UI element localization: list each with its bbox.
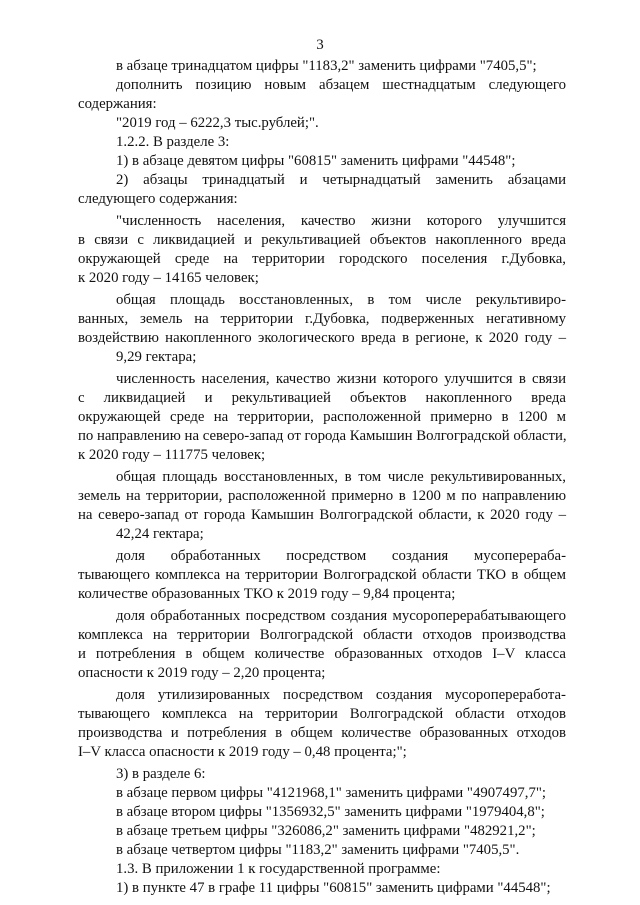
text-line: содержания: xyxy=(78,96,157,112)
text-line: в абзаце тринадцатом цифры "1183,2" заменить цифрами "7405,5"; xyxy=(116,58,537,74)
text-line: к 2020 году – 14165 человек; xyxy=(78,270,259,286)
text-line: количестве образованных ТКО к 2019 году – 9,84 процента; xyxy=(78,586,456,602)
text-line: доля обработанных посредством создания мусороперерабатывающего xyxy=(116,608,566,624)
text-line: в абзаце четвертом цифры "1183,2" заменить цифрами "7405,5". xyxy=(116,842,520,858)
text-line: тывающего комплекса на территории Волгоградской области ТКО в общем xyxy=(78,567,566,583)
document-body xyxy=(78,57,566,898)
text-line: 2) абзацы тринадцатый и четырнадцатый заменить абзацами xyxy=(116,172,566,188)
text-line: окружающей среде на территории городского поселения г.Дубовка, xyxy=(78,251,566,267)
text-line: опасности к 2019 году – 2,20 процента; xyxy=(78,665,326,681)
text-line: численность населения, качество жизни которого улучшится в связи xyxy=(116,371,566,387)
text-line: доля утилизированных посредством создания мусоропереработа- xyxy=(116,687,566,703)
text-line: следующего содержания: xyxy=(78,191,238,207)
text-line: в связи с ликвидацией и рекультивацией объектов накопленного вреда xyxy=(78,232,566,248)
text-line: по направлению на северо-запад от города Камышин Волгоградской области, xyxy=(78,428,567,444)
text-line: и потребления в общем количестве образованных отходов I–V класса xyxy=(78,646,566,662)
text-line: в абзаце втором цифры "1356932,5" заменить цифрами "1979404,8"; xyxy=(116,804,545,820)
text-line: земель на территории, расположенной примерно в 1200 м по направлению xyxy=(78,488,566,504)
text-line: комплекса на территории Волгоградской области отходов производства xyxy=(78,627,566,643)
text-line: "численность населения, качество жизни которого улучшится xyxy=(116,213,566,229)
text-line: 1.3. В приложении 1 к государственной программе: xyxy=(116,861,441,877)
text-line: 42,24 гектара; xyxy=(116,526,204,542)
text-line: тывающего комплекса на территории Волгоградской области отходов xyxy=(78,706,566,722)
text-line: общая площадь восстановленных, в том числе рекультивиро- xyxy=(116,292,566,308)
text-line: в абзаце первом цифры "4121968,1" заменить цифрами "4907497,7"; xyxy=(116,785,547,801)
text-line: 1) в абзаце девятом цифры "60815" заменить цифрами "44548"; xyxy=(116,153,516,169)
text-line: I–V класса опасности к 2019 году – 0,48 процента;"; xyxy=(78,744,407,760)
text-line: общая площадь восстановленных, в том числе рекультивированных, xyxy=(116,469,566,485)
text-line: производства и потребления в общем количестве образованных отходов xyxy=(78,725,566,741)
text-line: 9,29 гектара; xyxy=(116,349,197,365)
text-line: ванных, земель на территории г.Дубовка, подверженных негативному xyxy=(78,311,566,327)
text-line: к 2020 году – 111775 человек; xyxy=(78,447,266,463)
text-line: с ликвидацией и рекультивацией объектов накопленного вреда xyxy=(78,390,566,406)
text-line: окружающей среде на территории, расположенной примерно в 1200 м xyxy=(78,409,566,425)
text-line: воздействию накопленного экологического вреда в регионе, к 2020 году – xyxy=(78,330,566,346)
page-number: 3 xyxy=(316,37,324,53)
text-line: 1) в пункте 47 в графе 11 цифры "60815" заменить цифрами "44548"; xyxy=(116,880,551,896)
text-line: в абзаце третьем цифры "326086,2" заменить цифрами "482921,2"; xyxy=(116,823,536,839)
text-line: на северо-запад от города Камышин Волгоградской области, к 2020 году – xyxy=(78,507,566,523)
text-line: доля обработанных посредством создания мусоперераба- xyxy=(116,548,566,564)
text-line: дополнить позицию новым абзацем шестнадцатым следующего xyxy=(116,77,566,93)
text-line: "2019 год – 6222,3 тыс.рублей;". xyxy=(116,115,319,131)
text-line: 3) в разделе 6: xyxy=(116,766,206,782)
text-line: 1.2.2. В разделе 3: xyxy=(116,134,230,150)
